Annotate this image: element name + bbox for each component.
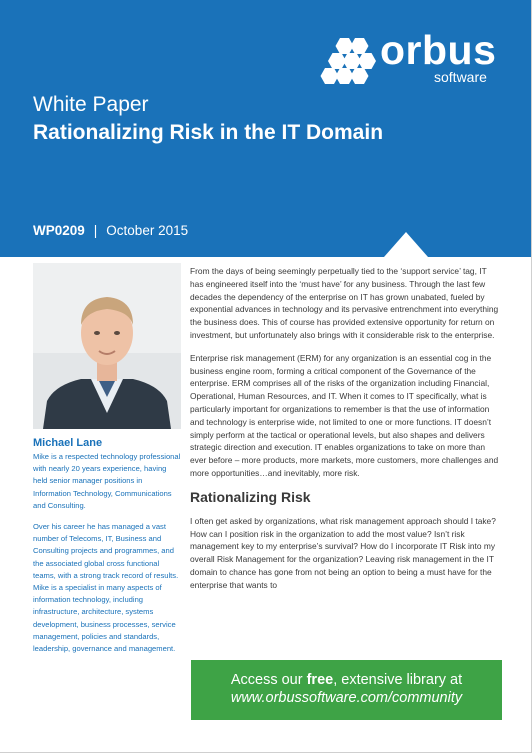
- cta-suffix: , extensive library at: [333, 672, 463, 688]
- document-date: October 2015: [106, 223, 189, 238]
- orbus-logo: [318, 27, 518, 92]
- cta-prefix: Access our: [230, 672, 307, 688]
- cta-text: [191, 671, 502, 689]
- author-sidebar: [33, 436, 181, 655]
- author-name: Michael Lane: [33, 437, 103, 449]
- header-notch-decoration: [384, 232, 428, 257]
- document-type: White Paper: [33, 93, 149, 116]
- header-banner: [0, 0, 531, 257]
- cta-emphasis: free: [306, 672, 334, 688]
- community-library-banner[interactable]: [191, 660, 502, 720]
- community-link[interactable]: www.orbussoftware.com/community: [230, 690, 463, 706]
- main-article: [190, 265, 502, 592]
- logo-subtitle: software: [434, 69, 487, 85]
- hexagon-cluster-icon: [318, 36, 382, 84]
- document-meta: [33, 222, 188, 240]
- author-bio-paragraph: Mike is a respected technology professional with nearly 20 years experience, having held senior manager positions in Information Technology, Communications and Consulting.: [33, 452, 181, 510]
- author-photo: [33, 263, 181, 429]
- body-paragraph: I often get asked by organizations, what risk management approach should I take? How can I position risk in the organization to add the most value? Isn’t risk management key to my enterprise’s survival? How do I incorporate IT Risk into my overall Risk Management for the organization? Leaving risk management in the IT domain to chance has gone from not being an option to being a must have for the enterprise that wants to: [190, 515, 496, 590]
- document-title: Rationalizing Risk in the IT Domain: [33, 121, 384, 144]
- body-paragraph: Enterprise risk management (ERM) for any organization is an essential cog in the business engine room, forming a critical component of the Governance of the enterprise. ERM comprises all of the risks of the organization including Financial, Operational, Human Resources, and IT. When it comes to IT specifically, what is particularly important for organizations to remember is that the use of information and technology is enterprise wide, not limited to one or more functions. IT doesn’t simply perform at the tactical or operational levels, but also shapes and delivers strategic direction and execution. IT enables organizations to take on more than ever before – more products, more markets, more customers, more challenges and more opportunities…and inevitably, more risk.: [190, 352, 499, 478]
- author-bio-paragraph: Over his career he has managed a vast number of Telecoms, IT, Business and Consulting projects and programmes, and the associated global cross functional teams, with a strong track record of results. Mike is a specialist in many aspects of information technology, including infrastructure, architecture, systems development, business processes, service management, policies and standards, leadership, governance and management.: [33, 522, 179, 654]
- body-paragraph: From the days of being seemingly perpetually tied to the ‘support service’ tag, IT has engineered itself into the ‘must have’ for any business. Through the last few decades the dependency of the enterprise on IT has grown unabated, fueled by exponential advances in technology and its pervasive entrenchment into everything the business does. This of course has provided extensive opportunity for return on investment, but unfortunately also brings with it considerable risk to the enterprise.: [190, 266, 499, 340]
- author-portrait-icon: [33, 263, 181, 429]
- logo-wordmark: orbus: [380, 27, 497, 73]
- meta-separator: |: [93, 223, 98, 238]
- section-heading: Rationalizing Risk: [190, 488, 311, 505]
- document-code: WP0209: [33, 223, 85, 238]
